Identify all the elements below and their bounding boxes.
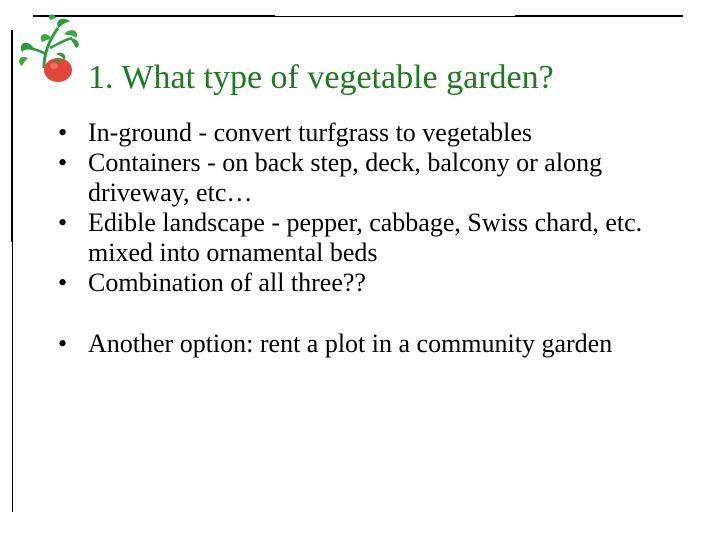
- list-item: [58, 208, 698, 268]
- top-rule-middle: [275, 16, 515, 17]
- bullet-icon: •: [58, 208, 68, 237]
- tomato-plant-icon: [14, 14, 84, 86]
- top-rule-right: [515, 15, 683, 17]
- bullet-icon: •: [58, 329, 68, 358]
- bullet-icon: •: [58, 118, 68, 147]
- bullet-icon: •: [58, 268, 68, 297]
- list-item-text: Containers - on back step, deck, balcony or along driveway, etc…: [88, 148, 603, 207]
- bullet-icon: •: [58, 148, 68, 177]
- list-item-text: Combination of all three??: [88, 268, 366, 297]
- slide-title: 1. What type of vegetable garden?: [88, 59, 554, 96]
- list-item-text: In-ground - convert turfgrass to vegetables: [88, 118, 533, 147]
- list-item: [58, 329, 698, 359]
- list-item-text: Another option: rent a plot in a community garden: [88, 329, 613, 358]
- left-rule-lower: [12, 242, 13, 512]
- left-rule-upper: [11, 30, 13, 242]
- list-item-text: Edible landscape - pepper, cabbage, Swiss chard, etc. mixed into ornamental beds: [88, 208, 643, 267]
- list-item: [58, 118, 698, 148]
- list-item: [58, 268, 698, 298]
- list-item: [58, 148, 698, 208]
- bullet-list: [58, 118, 698, 359]
